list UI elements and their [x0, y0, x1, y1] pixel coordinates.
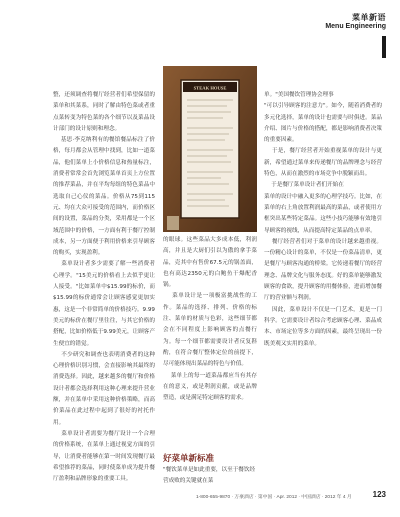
subhead-text: "餐饮菜单是如此重要，以至于餐饮经营成败的关键就在菜	[163, 467, 256, 485]
page-number: 123	[372, 490, 386, 499]
section-title-en: Menu Engineering	[325, 23, 386, 30]
article-column-2: 的眼球。这些菜品大多成本低，利润高，并且是大厨们引以为傲的拿手菜品，売其中有售价67.5元的锅盖面，也有高达2350元的白鲍鱼干爆配香锅。 菜单设计是一项极富挑战性的工作。菜品的选择、排列、价格的标注、菜单的材质与色彩，这些细节都会在不同程度上影响顾客的点餐行为。每一个细节都需要设计者反复斟酌，在符合餐厅整体定位的前提下，尽可能体现出菜品的特色与价值。 菜单上的每一道菜品都应当有其存在的意义，或是利润贡献，或是品牌塑造，或是满足特定顾客的需求。	[163, 237, 257, 402]
page-footer: 1-800-655-9870 · 万豪酒店 · 第中国 · Apr. 2012 · 中国酒店 · 2012 年 4 月	[196, 495, 352, 500]
article-column-1: 整，还须调查将餐厅经营者们希望保留的菜单和其菜系，同时了解由特色菜或者重点菜转变为特色菜的各个细节以及菜品设计部门的设计原则和理念。 基思·李克纳利有的餐馆餐品标注了价格，每月都会从管理中找到，比如一道菜品，他们菜单上小价格信息和热量标注，消费者常常会首先浏览菜单首页上方位置的推荐菜品，并在平均每组的特色菜品中选取自己心仪的菜品。价格从75到115元、均在大众可接受的范围内，而价格区间的设置，菜品的分类，采用都是一个区域范围中的价格，一方面有利于餐厅控制成本，另一方面便于利用价格来引导顾客的购买，实现盈利。 菜单设计者多少需要了解一些消费者心理学。"15美元的价格看上去似乎更让人接受。"比如菜单中$15.99的标价，而$15.99的标价通常会让顾客感觉更加实惠，这是一个非常简单的价格技巧。9.99美元的标价在餐厅里往往，与其它价格的搭配，比如价格低于9.99美元，让顾客产生便宜的错觉。 不少研究和调查也表明消费者的这种心理价格识别习惯，会直接影响其最终的消费选择。因此，越来越多的餐厅和价格设计者都会选择利用这种心理来提升营业额，并在菜单中采用这种价格策略，而高价菜品在此过程中起到了很好的衬托作用。 菜单设计者需要为餐厅设计一个合理的价格系统，在菜单上通过视觉方面的引导，让消费者能够在第一时间发现餐厅最希望推荐的菜品，同时使菜单成为提升餐厅盈利和品牌形象的重要工具。	[53, 92, 155, 483]
section-subhead: 好菜单新标准	[163, 454, 215, 464]
menu-brand-label: STEAK HOUSE	[193, 85, 227, 91]
menu-photo-icon	[163, 66, 257, 232]
header-accent-bar	[382, 36, 386, 58]
article-column-3: 单。"美国餐饮管理协会理事 "可以引导顾客的注意力"。如今，随着消费者的多元化选择，菜单的设计也需要与时俱进。菜品介绍、图片与价格的搭配，都是影响消费者决策的重要因素。 于是，餐厅经营者开始重视菜单的设计与更新，希望通过菜单来传递餐厅的品牌理念与经营特色，从而在激烈的市场竞争中脱颖而出。 于是餐厅菜单设计者们开始在 菜单的设计中融入更多的心理学技巧。比如，在菜单的右上角放置利润最高的菜品，或者使用方框突出某些特定菜品。这些小技巧能够有效地引导顾客的视线，从而提高特定菜品的点单率。 餐厅经营者们对于菜单的设计越来越重视。一份精心设计的菜单，不仅是一份菜品清单，更是餐厅与顾客沟通的桥梁。它传递着餐厅的经营理念、品牌文化与服务态度。好的菜单能够激发顾客的食欲，提升顾客的用餐体验，进而增加餐厅的营业额与利润。 因此，菜单设计不仅是一门艺术，更是一门科学。它需要设计者综合考虑顾客心理、菜品成本、市场定位等多方面的因素，最终呈现出一份既美观又实用的菜单。	[264, 92, 382, 347]
page-header	[325, 12, 386, 30]
menu-photo	[163, 66, 257, 232]
section-title-cn: 菜单新语	[352, 13, 386, 22]
